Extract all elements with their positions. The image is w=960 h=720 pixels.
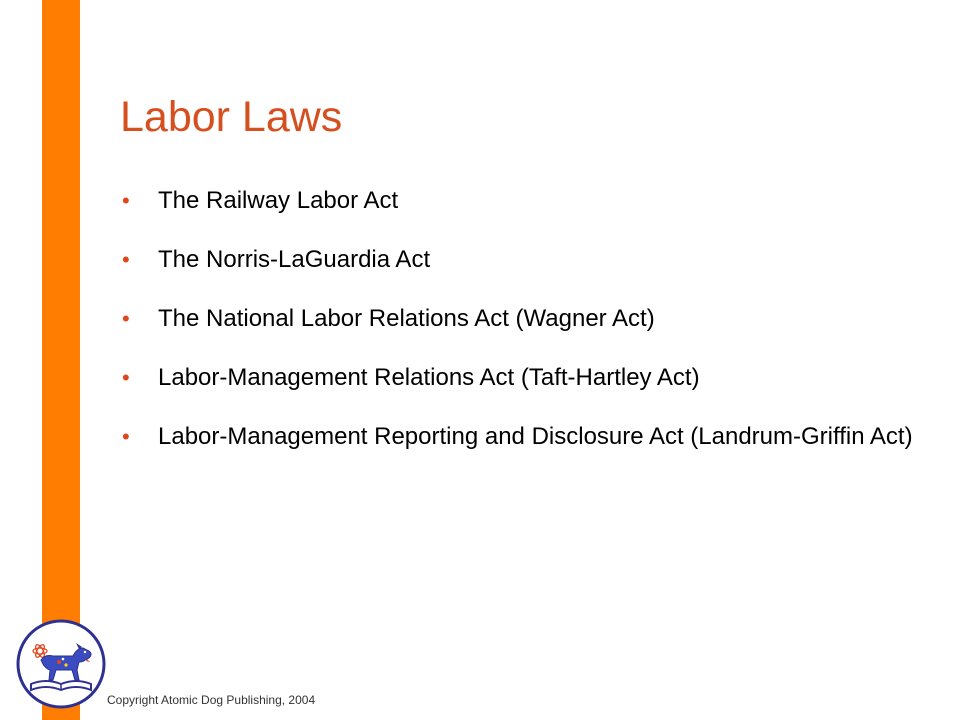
bullet-dot-icon: • bbox=[122, 306, 130, 331]
bullet-item bbox=[122, 420, 922, 454]
bullet-list bbox=[122, 184, 922, 479]
bullet-text: Labor-Management Relations Act (Taft-Hartley Act) bbox=[158, 364, 700, 391]
slide-title: Labor Laws bbox=[120, 93, 343, 141]
bullet-text: The Norris-LaGuardia Act bbox=[158, 246, 431, 273]
accent-bar bbox=[42, 0, 80, 720]
bullet-item bbox=[122, 184, 922, 218]
bullet-item bbox=[122, 361, 922, 395]
bullet-text: Labor-Management Reporting and Disclosure Act (Landrum-Griffin Act) bbox=[158, 423, 913, 450]
bullet-dot-icon: • bbox=[122, 247, 130, 272]
bullet-dot-icon: • bbox=[122, 188, 130, 213]
atomic-dog-logo-icon bbox=[15, 618, 107, 710]
bullet-dot-icon: • bbox=[122, 365, 130, 390]
bullet-item bbox=[122, 243, 922, 277]
bullet-dot-icon: • bbox=[122, 424, 130, 449]
copyright-notice: Copyright Atomic Dog Publishing, 2004 bbox=[107, 693, 316, 707]
bullet-text: The National Labor Relations Act (Wagner Act) bbox=[158, 305, 655, 332]
bullet-item bbox=[122, 302, 922, 336]
bullet-text: The Railway Labor Act bbox=[158, 187, 399, 214]
